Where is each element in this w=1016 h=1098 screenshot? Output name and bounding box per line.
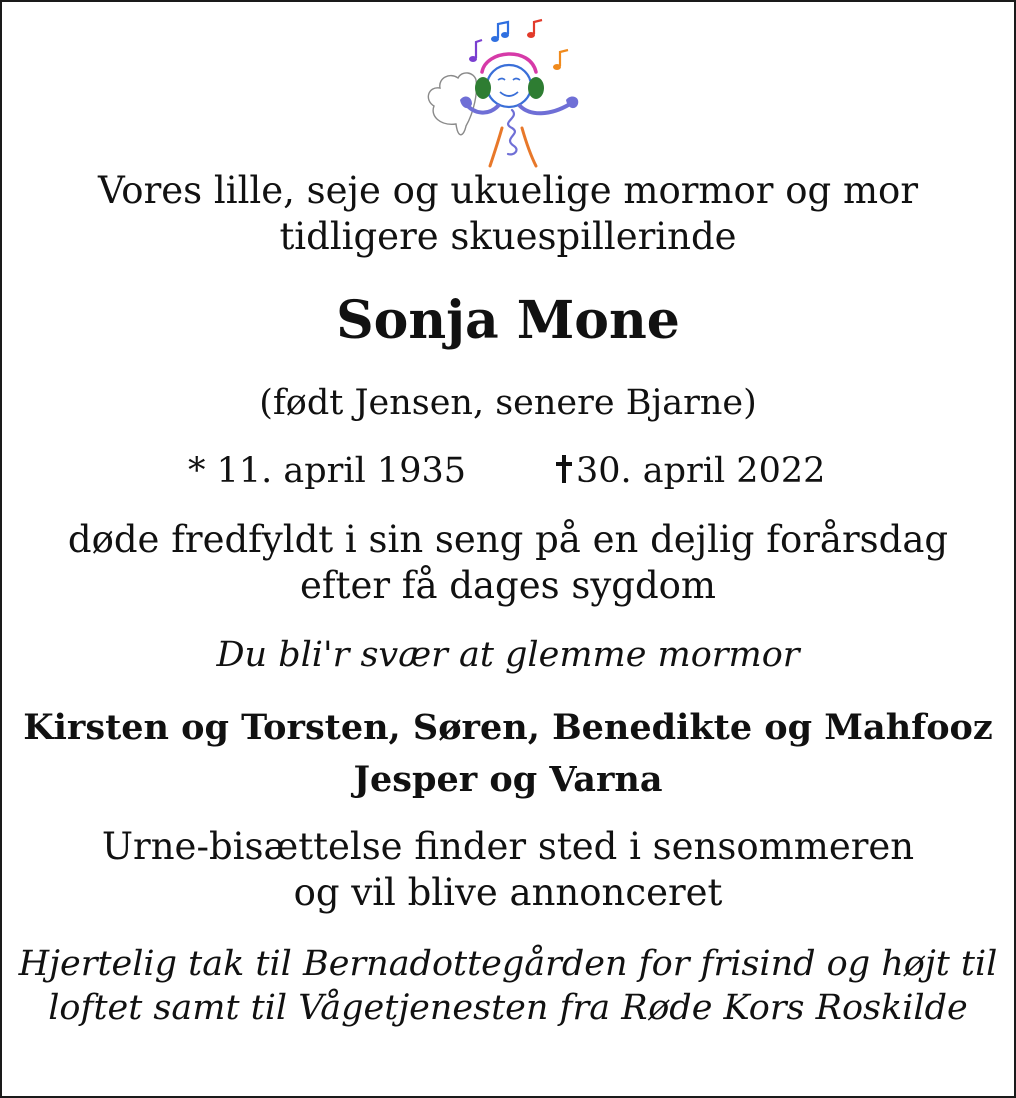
thanks-line: Hjertelig tak til Bernadottegården for frisind og højt til <box>18 944 998 984</box>
death-date-group <box>554 446 825 496</box>
intro-text <box>2 168 1014 260</box>
family-line: Jesper og Varna <box>353 759 663 800</box>
life-dates <box>2 446 1014 496</box>
music-notes-icon <box>469 20 568 70</box>
cross-icon <box>554 454 574 484</box>
intro-line: Vores lille, seje og ukuelige mormor og mor <box>97 169 919 212</box>
family-names <box>2 702 1014 806</box>
family-line: Kirsten og Torsten, Søren, Benedikte og Mahfooz <box>23 707 993 748</box>
funeral-line: og vil blive annonceret <box>293 871 723 914</box>
death-description-line: efter få dages sygdom <box>299 564 716 607</box>
birth-date: * 11. april 1935 <box>188 451 467 491</box>
singing-figure-with-headphones-icon <box>418 16 598 168</box>
death-date: 30. april 2022 <box>576 451 826 491</box>
funeral-info <box>2 824 1014 916</box>
death-description <box>2 517 1014 609</box>
thanks-note <box>2 942 1014 1030</box>
memorial-tagline: Du bli'r svær at glemme mormor <box>216 635 800 675</box>
intro-line: tidligere skuespillerinde <box>279 215 737 258</box>
funeral-line: Urne-bisættelse finder sted i sensommeren <box>101 825 915 868</box>
thanks-line: loftet samt til Vågetjenesten fra Røde Kors Roskilde <box>48 988 968 1028</box>
maiden-name: (født Jensen, senere Bjarne) <box>259 383 757 423</box>
deceased-name: Sonja Mone <box>336 290 680 351</box>
death-description-line: døde fredfyldt i sin seng på en dejlig forårsdag <box>67 518 949 561</box>
